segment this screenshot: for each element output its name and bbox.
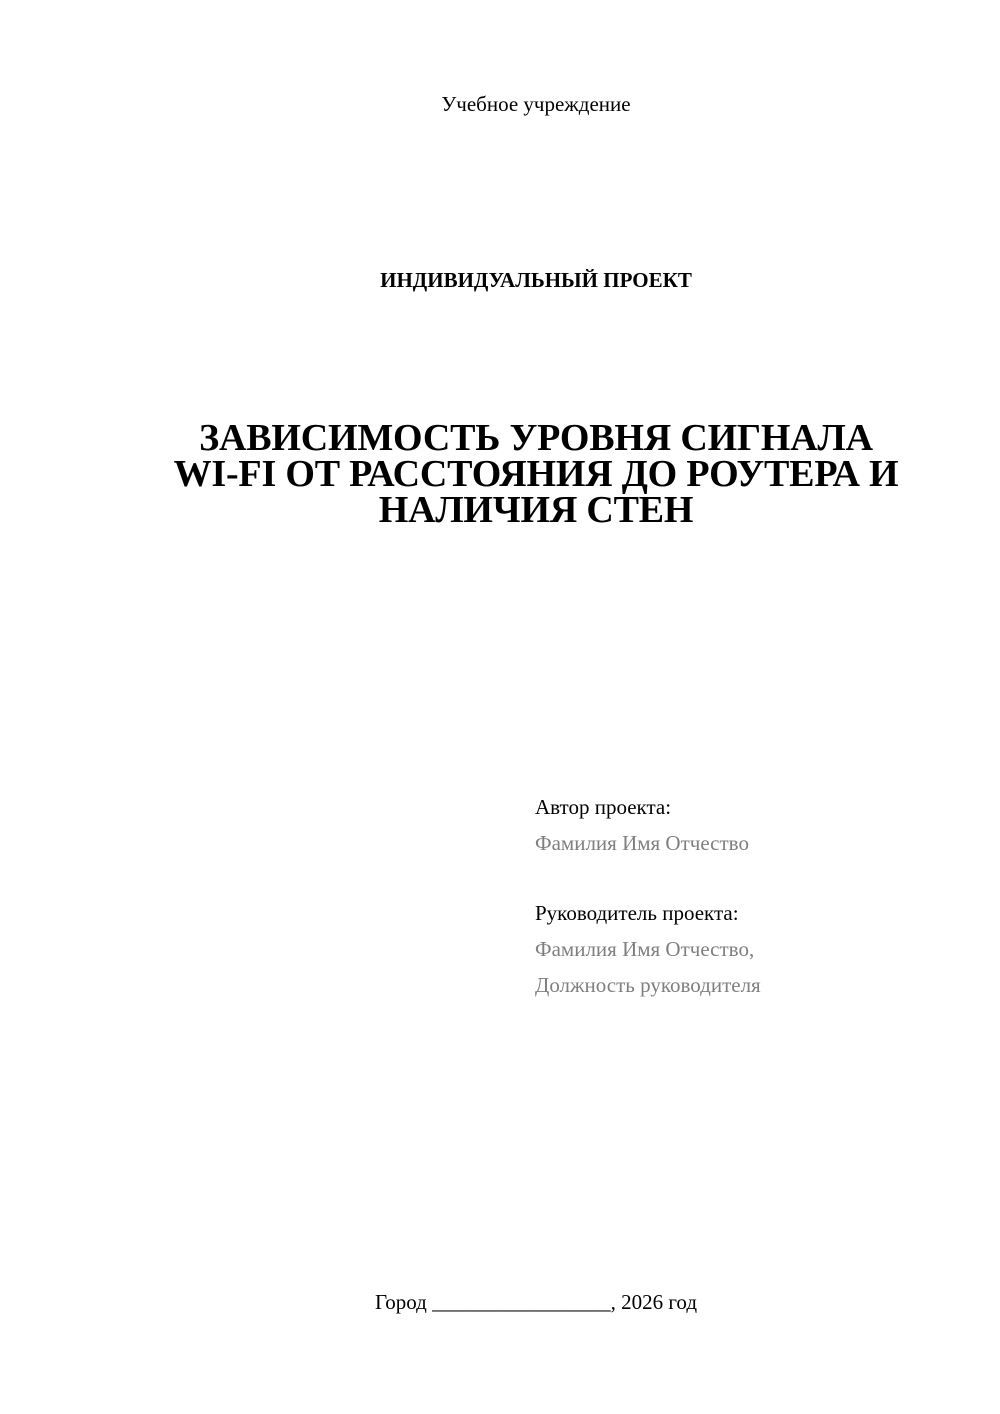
author-name: Фамилия Имя Отчество: [535, 831, 749, 855]
project-title-line-2: WI-FI ОТ РАССТОЯНИЯ ДО РОУТЕРА И: [173, 453, 899, 495]
project-info-block: [535, 789, 975, 1003]
project-type-heading: ИНДИВИДУАЛЬНЫЙ ПРОЕКТ: [380, 268, 692, 292]
city-year-line: Город _________________, 2026 год: [374, 1290, 698, 1314]
supervisor-name: Фамилия Имя Отчество,: [535, 937, 755, 961]
institution-name: Учебное учреждение: [441, 92, 631, 116]
project-title: [150, 417, 922, 531]
author-label: Автор проекта:: [535, 795, 672, 819]
project-title-line-3: НАЛИЧИЯ СТЕН: [378, 489, 694, 531]
supervisor-label: Руководитель проекта:: [535, 901, 739, 925]
project-title-line-1: ЗАВИСИМОСТЬ УРОВНЯ СИГНАЛА: [199, 417, 873, 459]
supervisor-position: Должность руководителя: [535, 973, 761, 997]
